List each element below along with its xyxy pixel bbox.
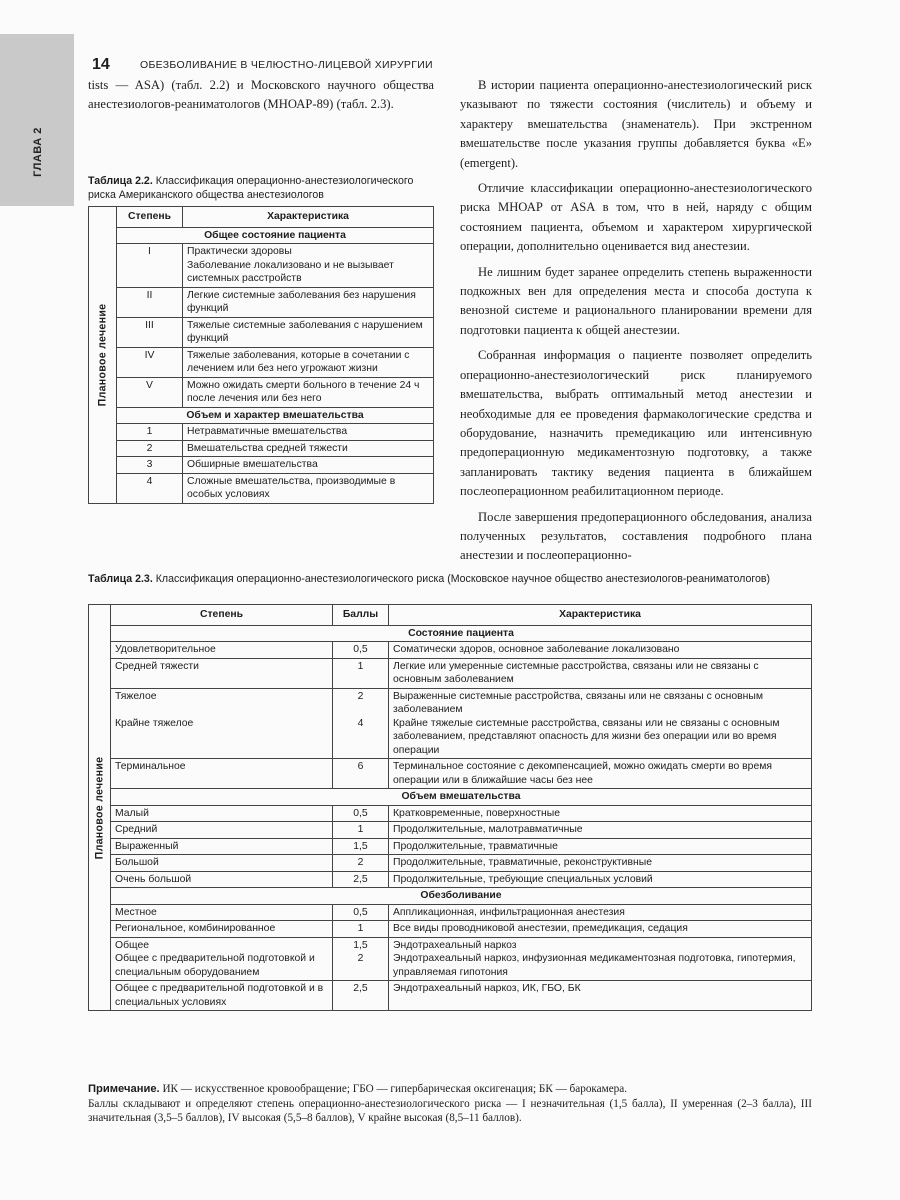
table-row — [89, 759, 812, 789]
section-row — [89, 227, 434, 244]
degree-cell: Средней тяжести — [111, 658, 333, 688]
table-2-2-caption-label: Таблица 2.2. — [88, 175, 153, 187]
note-label: Примечание. — [88, 1083, 160, 1095]
table-2-3 — [88, 604, 812, 1011]
table-note — [88, 1082, 812, 1126]
table-row — [89, 822, 812, 839]
table-2-2-caption-text: Классификация операционно-анестезиологического риска Американского общества анестезиологов — [88, 175, 414, 201]
score-cell: 0,5 — [333, 642, 389, 659]
chapter-tab — [0, 34, 74, 206]
degree-cell: 4 — [117, 473, 183, 503]
degree-cell: Малый — [111, 805, 333, 822]
score-cell: 1,5 — [333, 838, 389, 855]
description-cell: Продолжительные, травматичные, реконструктивные — [389, 855, 812, 872]
table-row — [89, 805, 812, 822]
degree-cell: II — [117, 287, 183, 317]
table-row — [89, 317, 434, 347]
description-cell: Сложные вмешательства, производимые в особых условиях — [183, 473, 434, 503]
body-paragraph: После завершения предоперационного обследования, анализа полученных результатов, составления подробного плана анестезии и послеоперационно- — [460, 509, 812, 563]
degree-cell: 1 — [117, 424, 183, 441]
description-cell: Тяжелые заболевания, которые в сочетании с лечением или без него угрожают жизни — [183, 347, 434, 377]
page-number: 14 — [92, 56, 110, 73]
running-head: ОБЕЗБОЛИВАНИЕ В ЧЕЛЮСТНО-ЛИЦЕВОЙ ХИРУРГИИ — [140, 59, 433, 71]
table-row — [89, 244, 434, 288]
score-cell: 1,5 2 — [333, 937, 389, 981]
description-cell: Эндотрахеальный наркоз Эндотрахеальный наркоз, инфузионная медикаментозная подготовка, гипотермия, управляемая гипотония — [389, 937, 812, 981]
degree-cell: I — [117, 244, 183, 288]
left-paragraph: tists — ASA) (табл. 2.2) и Московского научного общества анестезиологов-реаниматологов (МНОАР-89) (табл. 2.3). — [88, 78, 434, 112]
table-row — [89, 921, 812, 938]
table-2-2 — [88, 174, 434, 504]
column-header: Характеристика — [183, 207, 434, 228]
description-cell: Продолжительные, малотравматичные — [389, 822, 812, 839]
degree-cell: 2 — [117, 440, 183, 457]
side-label: Плановое лечение — [92, 756, 105, 859]
side-label-cell — [89, 605, 111, 1011]
section-title: Общее состояние пациента — [117, 227, 434, 244]
description-cell: Соматически здоров, основное заболевание локализовано — [389, 642, 812, 659]
description-cell: Терминальное состояние с декомпенсацией, можно ожидать смерти во время операции или в ближайшие часы без нее — [389, 759, 812, 789]
description-cell: Обширные вмешательства — [183, 457, 434, 474]
score-cell: 1 — [333, 921, 389, 938]
score-cell: 0,5 — [333, 904, 389, 921]
degree-cell: 3 — [117, 457, 183, 474]
table-row — [89, 981, 812, 1011]
left-column — [88, 76, 434, 115]
degree-cell: Местное — [111, 904, 333, 921]
score-cell: 6 — [333, 759, 389, 789]
degree-cell: Большой — [111, 855, 333, 872]
table-row — [89, 937, 812, 981]
degree-cell: Терминальное — [111, 759, 333, 789]
description-cell: Кратковременные, поверхностные — [389, 805, 812, 822]
description-cell: Выраженные системные расстройства, связаны или не связаны с основным заболеванием Крайне тяжелые системные расстройства, связаны или не связаны с основным заболеванием, представляют опасность для жизни без операции или во время операции — [389, 688, 812, 759]
description-cell: Продолжительные, травматичные — [389, 838, 812, 855]
score-cell: 2 — [333, 855, 389, 872]
table-header-row — [89, 605, 812, 626]
table-row — [89, 424, 434, 441]
description-cell: Все виды проводниковой анестезии, премедикация, седация — [389, 921, 812, 938]
description-cell: Вмешательства средней тяжести — [183, 440, 434, 457]
side-label: Плановое лечение — [95, 303, 108, 407]
score-cell: 2 4 — [333, 688, 389, 759]
section-row — [89, 888, 812, 905]
note-line-2: Баллы складывают и определяют степень операционно-анестезиологического риска — I незначительная (1,5 балла), II умеренная (2–3 балла), III значительная (3,5–5 баллов), IV высокая (5,5–8 баллов), V крайне высокая (8,5–11 баллов). — [88, 1097, 812, 1125]
table-2-3-caption-label: Таблица 2.3. — [88, 573, 153, 585]
table-2-3-grid — [88, 604, 812, 1011]
degree-cell: V — [117, 377, 183, 407]
score-cell: 2,5 — [333, 981, 389, 1011]
body-paragraph: Не лишним будет заранее определить степень выраженности подкожных вен для определения места и способа доступа к венозной системе и рационального планировании времени для подготовки пациента к общей анестезии. — [460, 264, 812, 337]
section-title: Объем вмешательства — [111, 789, 812, 806]
table-row — [89, 287, 434, 317]
table-row — [89, 871, 812, 888]
section-title: Состояние пациента — [111, 625, 812, 642]
degree-cell: Очень большой — [111, 871, 333, 888]
table-row — [89, 855, 812, 872]
score-cell: 0,5 — [333, 805, 389, 822]
table-row — [89, 377, 434, 407]
section-row — [89, 625, 812, 642]
degree-cell: IV — [117, 347, 183, 377]
description-cell: Тяжелые системные заболевания с нарушением функций — [183, 317, 434, 347]
section-row — [89, 407, 434, 424]
body-paragraph: В истории пациента операционно-анестезиологический риск указывают по тяжести состояния (числитель) и объему и характеру вмешательства (знаменатель). При экстренном вмешательстве после указания группы добавляется буква «E» (emergent). — [460, 78, 812, 170]
column-header: Характеристика — [389, 605, 812, 626]
description-cell: Эндотрахеальный наркоз, ИК, ГБО, БК — [389, 981, 812, 1011]
description-cell: Можно ожидать смерти больного в течение 24 ч после лечения или без него — [183, 377, 434, 407]
table-row — [89, 457, 434, 474]
table-2-3-caption-text: Классификация операционно-анестезиологического риска (Московское научное общество анестезиологов-реаниматологов) — [152, 573, 771, 585]
table-2-3-caption — [88, 572, 812, 586]
degree-cell: III — [117, 317, 183, 347]
right-column — [460, 76, 812, 572]
degree-cell: Средний — [111, 822, 333, 839]
table-2-2-grid — [88, 206, 434, 504]
column-header: Баллы — [333, 605, 389, 626]
table-row — [89, 347, 434, 377]
table-header-row — [89, 207, 434, 228]
section-title: Обезболивание — [111, 888, 812, 905]
description-cell: Аппликационная, инфильтрационная анестезия — [389, 904, 812, 921]
section-title: Объем и характер вмешательства — [117, 407, 434, 424]
degree-cell: Удовлетворительное — [111, 642, 333, 659]
column-header: Степень — [117, 207, 183, 228]
degree-cell: Общее Общее с предварительной подготовкой и специальным оборудованием — [111, 937, 333, 981]
body-paragraph: Собранная информация о пациенте позволяет определить операционно-анестезиологический риск планируемого вмешательства, выбрать оптимальный метод анестезии и необходимые для ее проведения фармакологические средства и оборудование, назначить премедикацию или интенсивную предоперационную медикаментозную подготовку, а также запланировать тактику ведения пациента в ближайшем послеоперационном реабилитационном периоде. — [460, 348, 812, 499]
table-2-2-caption — [88, 174, 434, 202]
description-cell: Легкие системные заболевания без нарушения функций — [183, 287, 434, 317]
section-row — [89, 789, 812, 806]
note-line-1: ИК — искусственное кровообращение; ГБО — гипербарическая оксигенация; БК — барокамера. — [159, 1083, 628, 1095]
score-cell: 1 — [333, 822, 389, 839]
table-row — [89, 440, 434, 457]
description-cell: Продолжительные, требующие специальных условий — [389, 871, 812, 888]
degree-cell: Региональное, комбинированное — [111, 921, 333, 938]
side-label-cell — [89, 207, 117, 504]
table-row — [89, 642, 812, 659]
description-cell: Нетравматичные вмешательства — [183, 424, 434, 441]
body-paragraph: Отличие классификации операционно-анестезиологического риска МНОАР от ASA в том, что в ней, наряду с общим состоянием пациента, объемом и характером хирургической операции, дополнительно оценивается вид анестезии. — [460, 181, 812, 254]
degree-cell: Выраженный — [111, 838, 333, 855]
description-cell: Практически здоровы Заболевание локализовано и не вызывает системных расстройств — [183, 244, 434, 288]
score-cell: 2,5 — [333, 871, 389, 888]
degree-cell: Общее с предварительной подготовкой и в специальных условиях — [111, 981, 333, 1011]
description-cell: Легкие или умеренные системные расстройства, связаны или не связаны с основным заболеванием — [389, 658, 812, 688]
table-row — [89, 688, 812, 759]
table-row — [89, 473, 434, 503]
column-header: Степень — [111, 605, 333, 626]
table-row — [89, 904, 812, 921]
chapter-label: ГЛАВА 2 — [32, 127, 44, 177]
score-cell: 1 — [333, 658, 389, 688]
table-row — [89, 658, 812, 688]
table-row — [89, 838, 812, 855]
degree-cell: Тяжелое Крайне тяжелое — [111, 688, 333, 759]
